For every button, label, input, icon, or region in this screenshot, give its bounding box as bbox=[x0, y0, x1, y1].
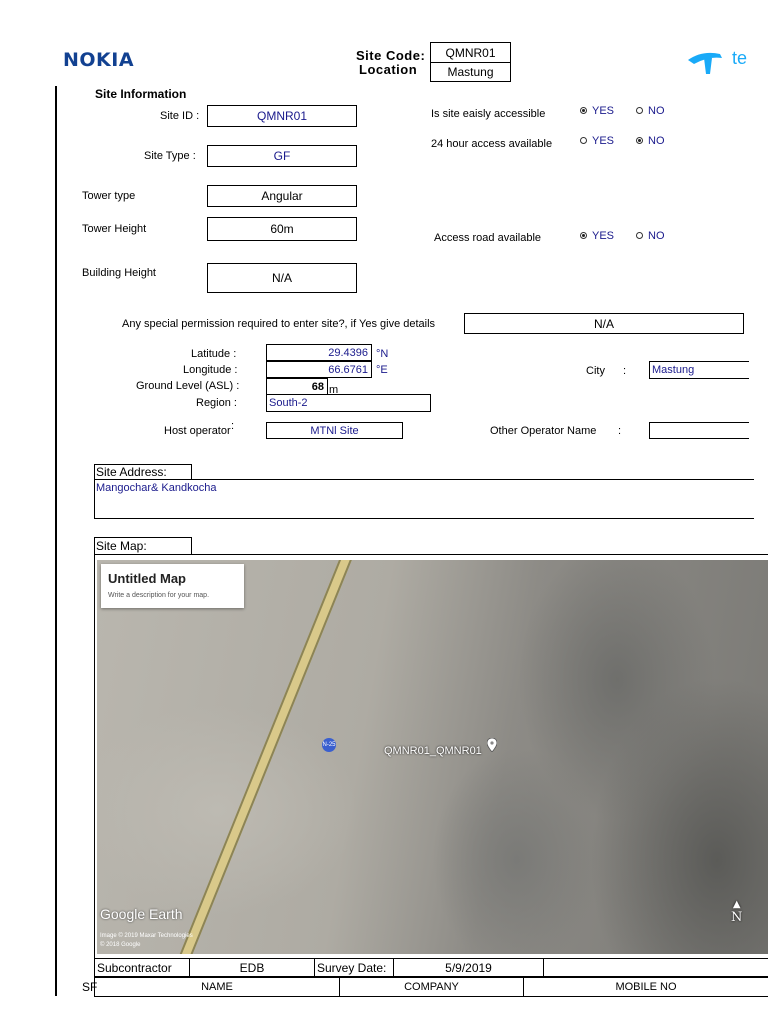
north-arrow-icon: ▲ N bbox=[731, 899, 743, 925]
access-road-label: Access road available bbox=[434, 232, 542, 244]
latitude-value: 29.4396 bbox=[328, 346, 368, 359]
map-credit-google: © 2018 Google bbox=[100, 942, 141, 948]
latitude-unit: °N bbox=[376, 348, 389, 360]
nokia-logo: NOKIA bbox=[63, 49, 135, 71]
ground-level-unit: m bbox=[329, 384, 339, 396]
site-code-label: Site Code: bbox=[356, 48, 426, 63]
site-id-label: Site ID : bbox=[160, 110, 200, 122]
site-code-value[interactable]: QMNR01 bbox=[430, 42, 511, 63]
longitude-field[interactable] bbox=[266, 361, 372, 378]
column-name-header: NAME bbox=[94, 977, 340, 997]
location-value[interactable]: Mastung bbox=[430, 62, 511, 82]
google-earth-logo: Google Earth bbox=[100, 906, 183, 922]
road-no-radio[interactable] bbox=[636, 230, 665, 242]
other-operator-label: Other Operator Name bbox=[490, 425, 597, 437]
road-yes-label: YES bbox=[592, 230, 615, 242]
permission-label: Any special permission required to enter site?, if Yes give details bbox=[122, 318, 436, 330]
radio-empty-icon bbox=[580, 137, 587, 144]
city-value: Mastung bbox=[652, 364, 695, 376]
ground-level-field[interactable] bbox=[266, 378, 328, 395]
h24-yes-label: YES bbox=[592, 135, 615, 147]
site-info-heading: Site Information bbox=[95, 87, 187, 101]
site-pin-label: QMNR01_QMNR01 bbox=[384, 745, 482, 757]
accessible-no-radio[interactable] bbox=[636, 105, 665, 117]
city-colon: : bbox=[623, 365, 627, 377]
tower-type-label: Tower type bbox=[82, 190, 136, 202]
building-height-label: Building Height bbox=[82, 267, 156, 279]
accessible-no-label: NO bbox=[648, 105, 665, 117]
longitude-value: 66.6761 bbox=[328, 363, 368, 376]
longitude-unit: °E bbox=[376, 364, 388, 376]
h24-no-label: NO bbox=[648, 135, 665, 147]
accessible-yes-radio[interactable] bbox=[580, 105, 614, 117]
survey-date-field[interactable]: 5/9/2019 bbox=[393, 958, 544, 977]
radio-selected-icon bbox=[580, 232, 587, 239]
map-title: Untitled Map bbox=[108, 571, 186, 586]
ground-level-value: 68 bbox=[311, 380, 324, 393]
site-address-label-text: Site Address: bbox=[96, 465, 167, 479]
site-type-field[interactable]: GF bbox=[207, 145, 357, 167]
latitude-label: Latitude : bbox=[191, 348, 237, 360]
footer-blank-field[interactable] bbox=[543, 958, 768, 977]
host-operator-field[interactable]: MTNl Site bbox=[266, 422, 403, 439]
telenor-logo bbox=[686, 46, 768, 76]
map-description: Write a description for your map. bbox=[108, 592, 210, 599]
accessible-label: Is site eaisly accessible bbox=[431, 108, 546, 120]
region-label: Region : bbox=[196, 397, 237, 409]
map-credits bbox=[100, 932, 193, 950]
ground-level-label: Ground Level (ASL) : bbox=[136, 380, 240, 392]
map-pin-icon[interactable] bbox=[487, 738, 497, 752]
satellite-map[interactable] bbox=[97, 560, 768, 954]
subcontractor-label-text: Subcontractor bbox=[97, 960, 172, 975]
other-operator-field[interactable] bbox=[649, 422, 749, 439]
telenor-icon bbox=[686, 46, 726, 76]
site-id-field[interactable]: QMNR01 bbox=[207, 105, 357, 127]
radio-empty-icon bbox=[636, 232, 643, 239]
tower-height-label: Tower Height bbox=[82, 223, 147, 235]
map-info-panel[interactable] bbox=[101, 564, 244, 608]
tower-type-field[interactable]: Angular bbox=[207, 185, 357, 207]
column-company-header: COMPANY bbox=[339, 977, 524, 997]
road-no-label: NO bbox=[648, 230, 665, 242]
road-shield-icon: N-25 bbox=[322, 738, 336, 752]
permission-field[interactable]: N/A bbox=[464, 313, 744, 334]
highway-road bbox=[175, 560, 358, 954]
city-field[interactable] bbox=[649, 361, 749, 379]
longitude-label: Longitude : bbox=[183, 364, 238, 376]
h24-yes-radio[interactable] bbox=[580, 135, 614, 147]
road-yes-radio[interactable] bbox=[580, 230, 614, 242]
site-address-value: Mangochar& Kandkocha bbox=[96, 482, 217, 494]
accessible-yes-label: YES bbox=[592, 105, 615, 117]
column-mobile-header: MOBILE NO bbox=[523, 977, 768, 997]
location-label: Location bbox=[359, 62, 418, 77]
survey-date-label-text: Survey Date: bbox=[317, 960, 387, 975]
site-map-label bbox=[94, 537, 192, 555]
latitude-field[interactable] bbox=[266, 344, 372, 361]
sp-prefix: SF bbox=[82, 980, 98, 994]
north-arrow-label: N bbox=[731, 910, 743, 925]
radio-empty-icon bbox=[636, 107, 643, 114]
other-operator-colon: : bbox=[618, 425, 622, 437]
region-value: South-2 bbox=[269, 397, 308, 409]
telenor-logo-text: te bbox=[732, 48, 748, 68]
city-label: City bbox=[586, 365, 605, 377]
map-credit-imagery: Image © 2019 Maxar Technologies bbox=[100, 933, 193, 939]
left-margin-line bbox=[55, 86, 57, 996]
subcontractor-label bbox=[94, 958, 190, 977]
subcontractor-field[interactable]: EDB bbox=[189, 958, 315, 977]
region-field[interactable] bbox=[266, 394, 431, 412]
site-type-label: Site Type : bbox=[144, 150, 196, 162]
host-operator-label: Host operator bbox=[164, 425, 231, 437]
tower-height-field[interactable]: 60m bbox=[207, 217, 357, 241]
radio-selected-icon bbox=[636, 137, 643, 144]
site-address-label bbox=[94, 464, 192, 480]
h24-no-radio[interactable] bbox=[636, 135, 665, 147]
host-operator-colon: : bbox=[231, 420, 235, 432]
building-height-field[interactable]: N/A bbox=[207, 263, 357, 293]
survey-date-label bbox=[314, 958, 394, 977]
radio-selected-icon bbox=[580, 107, 587, 114]
site-map-label-text: Site Map: bbox=[96, 539, 147, 553]
h24-access-label: 24 hour access available bbox=[431, 138, 553, 150]
site-address-field[interactable] bbox=[94, 479, 754, 519]
